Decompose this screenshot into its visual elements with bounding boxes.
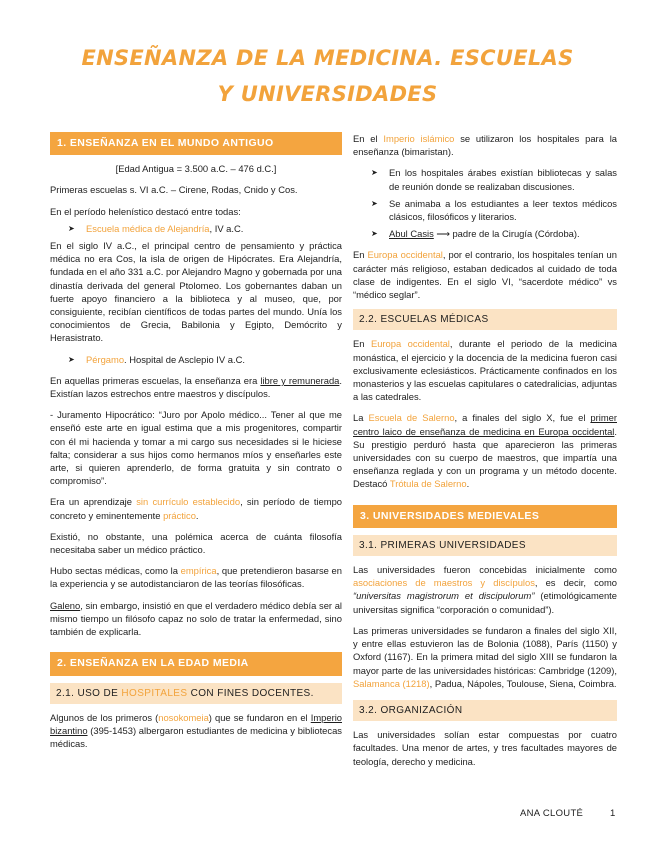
bullet-2-text: Se animaba a los estudiantes a leer textos médicos clásicos, filosóficos y literarios. [389, 197, 617, 223]
left-column [50, 132, 342, 758]
sectas-post: , que pretendieron basarse en la experiencia y se autodistanciaron de las teorías filosóficas. [50, 565, 342, 590]
sectas-highlight: empírica [180, 565, 217, 577]
concebidas-italic: “universitas magistrorum et discipulorum” [353, 590, 535, 602]
organizacion-paragraph: Las universidades solían estar compuestas por cuatro facultades. Una menor de artes, y tres facultades mayores de teología, derecho y medicina. [353, 729, 617, 767]
nosokomeia-underline: Imperio bizantino [50, 711, 342, 736]
edad-antigua-range: [Edad Antigua = 3.500 a.C. – 476 d.C.] [115, 163, 277, 175]
bullet-textos [353, 197, 617, 223]
polemica-paragraph: Existió, no obstante, una polémica acerca de cuánta filosofía necesitaba saber un médico práctico. [50, 530, 342, 556]
subheading-escuelas: 2.2. ESCUELAS MÉDICAS [353, 309, 617, 330]
nosokomeia-highlight: nosokomeia [158, 711, 209, 723]
bullet-pergamo [50, 353, 342, 366]
concebidas-paragraph [353, 563, 617, 616]
fundaron-paragraph [353, 624, 617, 690]
salerno-mid: , a finales del siglo X, fue el [454, 412, 591, 424]
occidental-highlight: Europa occidental [367, 249, 443, 261]
occidental-paragraph [353, 248, 617, 301]
arrow-bullet-icon: ➤ [371, 229, 378, 239]
aprendizaje-highlight-2: práctico [163, 509, 196, 521]
arrow-bullet-icon: ➤ [68, 223, 75, 233]
nosokomeia-paragraph [50, 711, 342, 751]
title-line-2: Y UNIVERSIDADES [217, 82, 438, 106]
bullet-1-text: En los hospitales árabes existían bibliotecas y salas de reunión donde se realizaban discusiones. [389, 167, 617, 192]
fundaron-post: , Padua, Nápoles, Toulouse, Siena, Coimbra. [429, 677, 617, 689]
islamico-highlight: Imperio islámico [383, 133, 455, 144]
galeno-post: , sin embargo, insistió en que el verdadero médico debía ser al mismo tiempo un filósofo capaz no solo de tratar la enfermedad, sino también de explicarla. [50, 599, 342, 638]
monastica-pre: En [353, 338, 371, 350]
salerno-paragraph [353, 411, 617, 490]
concebidas-post: (etimológicamente universitas significa “corporación o comunidad”). [353, 590, 618, 615]
trotula-highlight: Trótula de Salerno [389, 478, 467, 490]
salamanca-highlight: Salamanca (1218) [353, 677, 430, 689]
aprendizaje-post: . [195, 509, 199, 521]
islamico-pre: En el [353, 133, 384, 144]
alejandria-suffix: , IV a.C. [209, 222, 244, 234]
islamico-post: se utilizaron los hospitales para la enseñanza (bimaristan). [353, 133, 617, 158]
section-heading-universidades: 3. UNIVERSIDADES MEDIEVALES [353, 505, 617, 528]
juramento-hipocratico: - Juramento Hipocrático: “Juro por Apolo médico... Tener al que me enseñó este arte en igual estima que a mis progenitores, compartir con él mi hacienda y tomar a mi cargo sus necesidades si le hiciese falta; considerar a sus hijos como hermanos míos y enseñarles este arte, si quieren aprenderlo, de forma gratuita y sin contrato o compromiso”. [50, 409, 342, 487]
salerno-pre: La [353, 412, 369, 424]
aprendizaje-highlight: sin currículo establecido [136, 496, 241, 508]
galeno-underline: Galeno [50, 599, 81, 611]
aprendizaje-mid: , sin período de tiempo concreto y eminentemente [50, 496, 342, 521]
arrow-bullet-icon: ➤ [371, 168, 378, 178]
sectas-pre: Hubo sectas médicas, como la [50, 565, 181, 577]
galeno-paragraph [50, 599, 342, 639]
hospitales-pre: 2.1. USO DE [56, 687, 122, 699]
islamico-paragraph [353, 132, 617, 158]
libre-pre: En aquellas primeras escuelas, la enseñanza era [50, 374, 261, 386]
periodo-helenistico: En el período helenístico destacó entre todas: [50, 205, 241, 217]
salerno-post: . Su prestigio perduró hasta que aparecieron las primeras universidades con su cuerpo de maestros, que impartía una enseñanza reglada y con un programa y un método docente. Destacó [353, 425, 617, 490]
monastica-post: , durante el periodo de la medicina monástica, el ejercicio y la docencia de la medicina fueron casi exclusivamente eclesiásticos. Prácticamente confinados en los monasterios y las escuelas capitulares o catedralicias, adjuntas a las catedrales. [353, 338, 617, 403]
concebidas-highlight: asociaciones de maestros y discípulos [353, 577, 535, 589]
nosokomeia-post: (395-1453) albergaron estudiantes de medicina y bibliotecas médicas. [50, 724, 342, 750]
libre-underline: libre y remunerada [260, 374, 340, 386]
subheading-hospitales [50, 683, 342, 704]
page-number: 1 [610, 808, 616, 819]
bullet-3-text: ⟶ padre de la Cirugía (Córdoba). [433, 228, 580, 240]
arrow-bullet-icon: ➤ [371, 198, 378, 208]
pergamo-suffix: . Hospital de Asclepio IV a.C. [124, 353, 245, 365]
arrow-bullet-icon: ➤ [68, 354, 75, 364]
aprendizaje-paragraph [50, 495, 342, 521]
nosokomeia-mid: ) que se fundaron en el [208, 711, 311, 723]
aprendizaje-pre: Era un aprendizaje [50, 496, 137, 508]
occidental-post: , por el contrario, los hospitales tenían un carácter más religioso, estaban dedicados al cuidado de toda clase de indigentes. En el siglo VI, “sacerdote médico” vs “médico seglar”. [353, 249, 617, 301]
sectas-paragraph [50, 564, 342, 590]
salerno-underline: primer centro laico de enseñanza de medicina en Europa occidental [353, 412, 617, 437]
fundaron-pre: Las primeras universidades se fundaron a finales del siglo XII, y entre ellas estuvieron las de Bolonia (1088), París (1150) y Oxford (1167). En la primera mitad del siglo XIII se fundaron la mayor parte de las universidades históricas: Cambridge (1209), [353, 624, 617, 676]
alejandria-name: Escuela médica de Alejandría [86, 222, 210, 234]
hospitales-highlight: HOSPITALES [121, 687, 188, 699]
libre-paragraph [50, 374, 342, 400]
libre-post: . Existían lazos estrechos entre maestros y discípulos. [50, 374, 342, 400]
bullet-abul-casis [353, 227, 617, 240]
hospitales-post: CON FINES DOCENTES. [187, 687, 314, 699]
occidental-pre: En [353, 249, 368, 261]
bullet-alejandria [50, 222, 342, 235]
salerno-highlight: Escuela de Salerno [368, 412, 455, 424]
subheading-primeras: 3.1. PRIMERAS UNIVERSIDADES [353, 535, 617, 556]
alejandria-text: En el siglo IV a.C., el principal centro de pensamiento y práctica médica no era Cos, la isla de origen de Hipócrates. Era Alejandría, fundada en el año 331 a.C. por Alejandro Magno y gobernada por una dinastía derivada del general Ptolomeo. Los gobernantes daban un fuerte apoyo financiero a la biblioteca y al museo, que, por consiguiente, recibían científicos de todas partes del mundo. Unía los conocimientos de Grecia, Babilonia y Egipto, Demócrito y Herasistrato. [50, 240, 342, 344]
concebidas-mid: , es decir, como [534, 577, 617, 589]
bullet-bibliotecas [353, 166, 617, 192]
concebidas-pre: Las universidades fueron concebidas inicialmente como [353, 564, 617, 576]
pergamo-name: Pérgamo [86, 353, 125, 365]
nosokomeia-pre: Algunos de los primeros ( [50, 711, 159, 723]
monastica-paragraph [353, 337, 617, 403]
subheading-organizacion: 3.2. ORGANIZACIÓN [353, 700, 617, 721]
document-title [0, 40, 655, 112]
abul-casis-underline: Abul Casis [389, 228, 434, 240]
section-heading-media: 2. ENSEÑANZA EN LA EDAD MEDIA [50, 652, 342, 675]
salerno-end: . [466, 478, 470, 490]
right-column [353, 132, 617, 776]
title-line-1: ENSEÑANZA DE LA MEDICINA. ESCUELAS [81, 46, 574, 70]
monastica-highlight: Europa occidental [370, 338, 450, 350]
primeras-escuelas: Primeras escuelas s. VI a.C. – Cirene, Rodas, Cnido y Cos. [50, 184, 298, 196]
footer-author: ANA CLOUTÉ [520, 808, 584, 819]
section-heading-antiguo: 1. ENSEÑANZA EN EL MUNDO ANTIGUO [50, 132, 342, 155]
